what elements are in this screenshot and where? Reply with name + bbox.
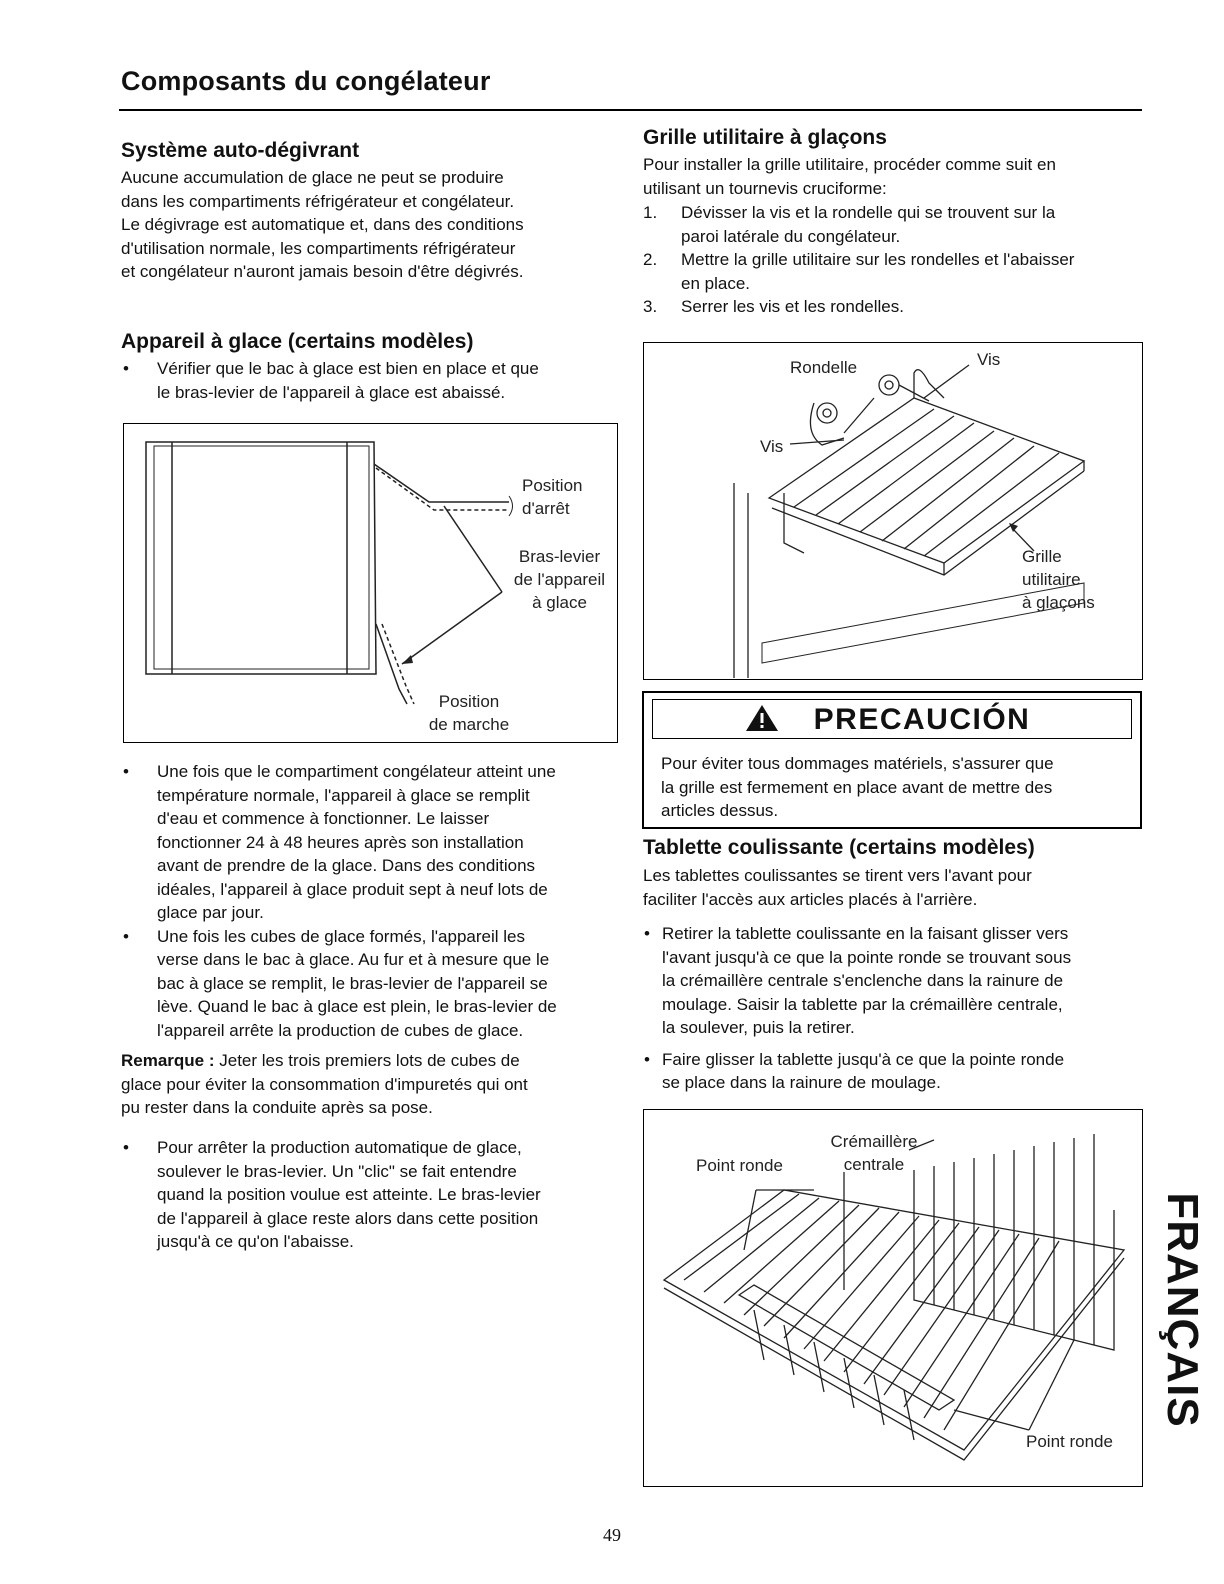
caution-title: PRECAUCIÓN bbox=[813, 703, 1031, 736]
ice-maker-note: Remarque : Jeter les trois premiers lots de cubes de glace pour éviter la consommation d'impuretés qui ont pu rester dans la conduite après sa pose. bbox=[121, 1051, 528, 1117]
ice-maker-bullets-2 bbox=[123, 1136, 619, 1254]
list-item: • Pour arrêter la production automatique de glace, soulever le bras-levier. Un "clic" se fait entendre quand la position voulue est atteinte. Le bras-levier de l'appareil à glace reste alors dans cette position jusqu'à ce qu'on l'abaisse. bbox=[123, 1138, 541, 1251]
sliding-shelf-heading: Tablette coulissante (certains modèles) bbox=[643, 836, 1035, 859]
list-item: • Une fois que le compartiment congélateur atteint une température normale, l'appareil à glace se remplit d'eau et commence à fonctionner. Le laisser fonctionner 24 à 48 heures après son installation avant de prendre de la glace. Dans des conditions idéales, l'appareil à glace produit sept à neuf lots de glace par jour. bbox=[123, 762, 556, 922]
screw-left-label: Vis bbox=[760, 437, 784, 456]
ice-maker-bullets-1 bbox=[123, 760, 619, 1042]
list-item: le bras-levier de l'appareil à glace est abaissé. bbox=[157, 382, 506, 402]
ice-maker-arm-label: Bras-levier de l'appareil à glace bbox=[513, 547, 606, 612]
list-item: • Vérifier que le bac à glace est bien en place et que bbox=[123, 359, 539, 378]
screw-top-label: Vis bbox=[977, 350, 1001, 369]
sliding-shelf-figure bbox=[643, 1109, 1143, 1487]
list-item: • Une fois les cubes de glace formés, l'appareil les verse dans le bac à glace. Au fur et à mesure que le bac à glace se remplit, le bras-levier de l'appareil se lève. Quand le bac à glace est plein, le bras-levier de l'appareil arrête la production de cubes de glace. bbox=[123, 926, 557, 1040]
ice-rack-heading: Grille utilitaire à glaçons bbox=[643, 126, 887, 149]
caution-box bbox=[642, 691, 1142, 829]
auto-defrost-heading: Système auto-dégivrant bbox=[121, 139, 360, 162]
auto-defrost-text: Aucune accumulation de glace ne peut se produire dans les compartiments réfrigérateur et congélateur. Le dégivrage est automatique et, dans des conditions d'utilisation normale, les compartiments réfrigérateur et congélateur n'auront jamais besoin d'être dégivrés. bbox=[121, 168, 524, 281]
language-side-tab: FRANÇAIS bbox=[1158, 1192, 1207, 1428]
washer-label: Rondelle bbox=[790, 358, 858, 377]
ice-maker-heading: Appareil à glace (certains modèles) bbox=[121, 330, 474, 353]
title-rule bbox=[119, 109, 1142, 111]
page-title: Composants du congélateur bbox=[121, 66, 491, 96]
ice-maker-figure bbox=[123, 423, 618, 743]
list-item: 1. Dévisser la vis et la rondelle qui se trouvent sur la paroi latérale du congélateur. bbox=[643, 203, 1056, 246]
sliding-shelf-bullets bbox=[644, 922, 1142, 1095]
caution-text: Pour éviter tous dommages matériels, s'assurer que la grille est fermement en place avant de mettre des articles dessus. bbox=[661, 754, 1054, 820]
ice-rack-label: Grille utilitaire à glaçons bbox=[1022, 547, 1095, 612]
ice-rack-figure bbox=[643, 342, 1143, 680]
page-number: 49 bbox=[603, 1525, 621, 1545]
caution-header bbox=[652, 699, 1132, 739]
list-item: 3. Serrer les vis et les rondelles. bbox=[643, 297, 904, 316]
ice-maker-intro bbox=[123, 357, 539, 404]
sliding-shelf-intro: Les tablettes coulissantes se tirent vers l'avant pour faciliter l'accès aux articles placés à l'arrière. bbox=[643, 866, 1032, 909]
ice-rack-illustration bbox=[644, 343, 1144, 681]
ice-rack-intro: Pour installer la grille utilitaire, procéder comme suit en utilisant un tournevis cruciforme: bbox=[643, 155, 1056, 198]
list-item: • Retirer la tablette coulissante en la faisant glisser vers l'avant jusqu'à ce que la pointe ronde se trouvant sous la crémaillère centrale s'enclenche dans la rainure de moulage. Saisir la tablette par la crémaillère centrale, la soulever, puis la retirer. bbox=[644, 924, 1072, 1037]
ice-rack-steps bbox=[643, 201, 1133, 319]
round-point-top-label: Point ronde bbox=[696, 1156, 783, 1175]
note-label: Remarque : bbox=[121, 1051, 215, 1070]
off-position-label: Position d'arrêt bbox=[522, 476, 583, 518]
list-item: 2. Mettre la grille utilitaire sur les rondelles et l'abaisser en place. bbox=[643, 250, 1075, 293]
round-point-bottom-label: Point ronde bbox=[1026, 1432, 1113, 1451]
list-item: • Faire glisser la tablette jusqu'à ce que la pointe ronde se place dans la rainure de moulage. bbox=[644, 1049, 1065, 1092]
on-position-label: Position de marche bbox=[428, 692, 510, 734]
center-rack-label: Crémaillère centrale bbox=[830, 1132, 918, 1174]
